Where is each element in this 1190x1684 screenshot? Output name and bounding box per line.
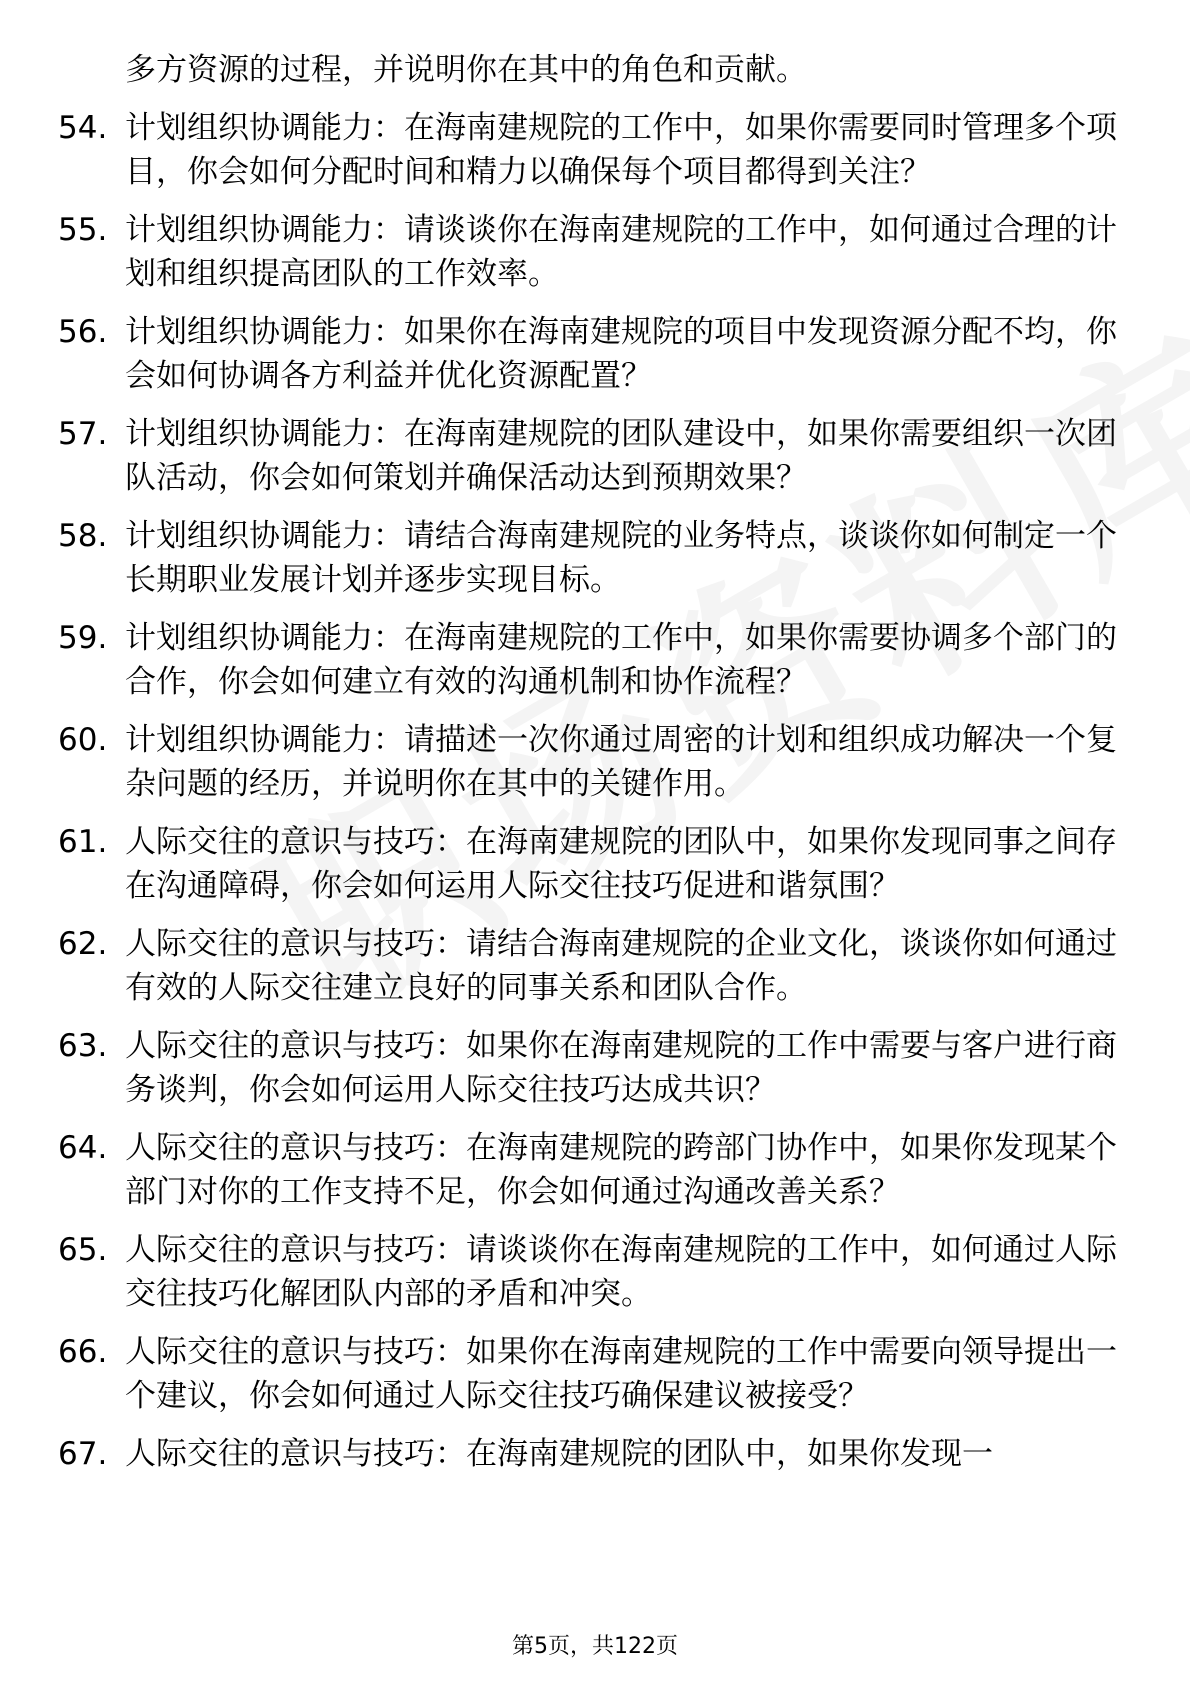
list-item xyxy=(58,514,1128,602)
item-number: 55. xyxy=(58,212,108,248)
list-item xyxy=(58,412,1128,500)
list-item xyxy=(58,106,1128,194)
item-text: 人际交往的意识与技巧：在海南建规院的跨部门协作中，如果你发现某个部门对你的工作支持不足，你会如何通过沟通改善关系？ xyxy=(125,1130,1117,1210)
list-item xyxy=(58,1330,1128,1418)
item-number: 62. xyxy=(58,926,108,962)
item-number: 60. xyxy=(58,722,108,758)
question-list xyxy=(58,48,1128,1490)
item-number: 66. xyxy=(58,1334,108,1370)
item-number: 58. xyxy=(58,518,108,554)
item-number: 65. xyxy=(58,1232,108,1268)
list-item xyxy=(58,1024,1128,1112)
item-text: 计划组织协调能力：在海南建规院的工作中，如果你需要协调多个部门的合作，你会如何建立有效的沟通机制和协作流程？ xyxy=(125,620,1117,700)
list-item xyxy=(58,208,1128,296)
item-number: 54. xyxy=(58,110,108,146)
item-number: 64. xyxy=(58,1130,108,1166)
item-text: 计划组织协调能力：请谈谈你在海南建规院的工作中，如何通过合理的计划和组织提高团队的工作效率。 xyxy=(125,212,1117,292)
list-item xyxy=(58,310,1128,398)
item-number: 59. xyxy=(58,620,108,656)
item-text: 人际交往的意识与技巧：在海南建规院的团队中，如果你发现同事之间存在沟通障碍，你会如何运用人际交往技巧促进和谐氛围？ xyxy=(125,824,1117,904)
item-text: 人际交往的意识与技巧：请结合海南建规院的企业文化，谈谈你如何通过有效的人际交往建立良好的同事关系和团队合作。 xyxy=(125,926,1117,1006)
item-text: 计划组织协调能力：在海南建规院的工作中，如果你需要同时管理多个项目，你会如何分配时间和精力以确保每个项目都得到关注？ xyxy=(125,110,1117,190)
item-text: 计划组织协调能力：如果你在海南建规院的项目中发现资源分配不均，你会如何协调各方利益并优化资源配置？ xyxy=(125,314,1117,394)
item-number: 67. xyxy=(58,1436,108,1472)
item-text: 计划组织协调能力：请描述一次你通过周密的计划和组织成功解决一个复杂问题的经历，并说明你在其中的关键作用。 xyxy=(125,722,1117,802)
item-text: 人际交往的意识与技巧：在海南建规院的团队中，如果你发现一 xyxy=(125,1436,993,1472)
list-item xyxy=(58,922,1128,1010)
item-text: 计划组织协调能力：在海南建规院的团队建设中，如果你需要组织一次团队活动，你会如何策划并确保活动达到预期效果？ xyxy=(125,416,1117,496)
list-item xyxy=(58,718,1128,806)
item-text: 人际交往的意识与技巧：如果你在海南建规院的工作中需要与客户进行商务谈判，你会如何运用人际交往技巧达成共识？ xyxy=(125,1028,1117,1108)
item-text: 计划组织协调能力：请结合海南建规院的业务特点，谈谈你如何制定一个长期职业发展计划并逐步实现目标。 xyxy=(125,518,1117,598)
item-number: 61. xyxy=(58,824,108,860)
item-number: 56. xyxy=(58,314,108,350)
item-number: 63. xyxy=(58,1028,108,1064)
list-item xyxy=(58,1432,1128,1476)
item-number: 57. xyxy=(58,416,108,452)
item-text: 人际交往的意识与技巧：请谈谈你在海南建规院的工作中，如何通过人际交往技巧化解团队内部的矛盾和冲突。 xyxy=(125,1232,1117,1312)
list-item xyxy=(58,1228,1128,1316)
list-item xyxy=(58,616,1128,704)
list-item xyxy=(58,1126,1128,1214)
page-footer: 第5页，共122页 xyxy=(512,1634,678,1659)
list-item xyxy=(58,820,1128,908)
continuation-text: 多方资源的过程，并说明你在其中的角色和贡献。 xyxy=(125,52,807,88)
item-text: 人际交往的意识与技巧：如果你在海南建规院的工作中需要向领导提出一个建议，你会如何通过人际交往技巧确保建议被接受？ xyxy=(125,1334,1117,1414)
